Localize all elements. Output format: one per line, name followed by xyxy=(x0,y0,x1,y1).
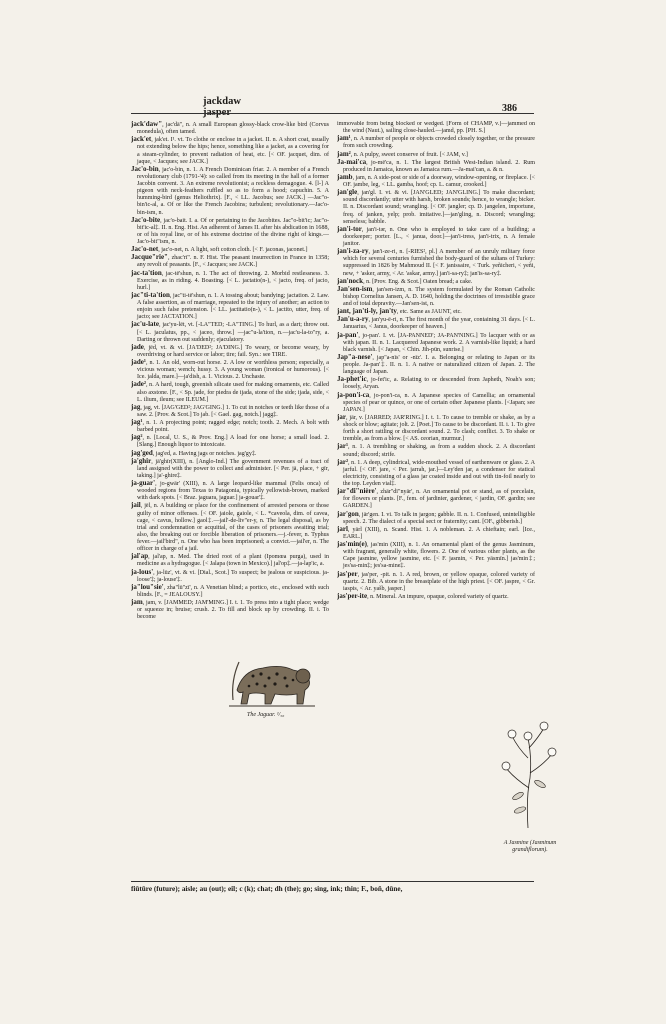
entry-definition: , jas'min (XIII), n. 1. An ornamental plant of the genus Jasminum, with fragrant, generally white, flowers. 2. One of various other plants, as the Cape jasmine, yellow jasmine, etc. [< F. jasmin, < Per. yāsmīn.] jas'min‡; jes'sa-min‡; jes'sa-mine‡. xyxy=(343,542,535,570)
entry-definition: , zhār"dī"nyār', n. An ornamental pot or stand, as of porcelain, for flowers or plants. [F., fem. of jardinier, gardener, < jardin, OF. gardin; see GARDEN.] xyxy=(343,489,535,510)
entry-headword: jag² xyxy=(131,433,143,442)
entry-headword: jac-ta'tion xyxy=(131,268,162,277)
entry-definition: , jap"a-nīs' or -nīz'. I. a. Belonging or relating to Japan or its people. Ja-pan'‡. II. n. 1. A native or naturalized citizen of Japan. 2. The language of Japan. xyxy=(343,354,535,376)
entry-definition: , jam, v. [JAMMED; JAM'MING.] I. t. 1. To press into a tight place; wedge or squeeze in; bruise; crush. 2. To fill and block up by crowding. II. i. To become xyxy=(137,600,329,621)
entry-definition: , jas'per, -pit. n. 1. A red, brown, or yellow opaque, colored variety of quartz. 2. Bib. A stone in the breastplate of the high priest. [< OF. jaspre, < Gr. iaspis, < Ar. yašb, jasper.] xyxy=(343,571,535,592)
entry-headword: ja-pan' xyxy=(337,330,359,339)
pronunciation-key: fiūtūre (future); aisle; au (out); eil; c (k); chat; dh (the); go; sing, ink; thin; F., boñ, dūne, xyxy=(131,885,403,893)
dictionary-entry xyxy=(131,569,329,584)
jasmine-caption: A Jasmine (Jasminum grandiflorum). xyxy=(503,840,557,853)
entry-headword: jag'ged xyxy=(131,448,153,457)
entry-definition: , jo-fet'ic, a. Relating to or descended from Japheth, Noah's son; loosely, Aryan. xyxy=(343,377,535,391)
dictionary-entry xyxy=(337,121,535,135)
entry-definition: , jēd, vt. & vi. [JA'DED²; JA'DING.] To weary, or become weary, by overdriving or hard service or labor; tire; fail. Syn.: see TIRE. xyxy=(137,344,329,358)
entry-headword: jade² xyxy=(131,380,146,389)
entry-headword: jan'i-tor xyxy=(337,224,362,233)
entry-definition: , jac"ti-tē'shun, n. 1. A tossing about; bandying; jactation. 2. Law. A false assertion, as of marriage, repeated to the injury of another; an action to enjoin such false pretension. [< LL. jactitatio(n-), < L. jactito, utter, freq. of jacto; see JACTATION.] xyxy=(137,292,329,321)
dictionary-entry xyxy=(337,174,535,189)
entry-definition: , jo-gwār' (XIII), n. A large leopard-like mammal (Felis onca) of wooded regions from Texas to Patagonia, typically yellowish-brown, marked with dark spots. [< Braz. jaguara, jaguar.] ja-gouar'‡. xyxy=(137,481,329,502)
entry-definition: , n. 1. A projecting point; ragged edge; notch; tooth. 2. Mech. A bolt with barbed point. xyxy=(137,420,329,434)
entry-headword: jan'i-za-ry xyxy=(337,247,369,256)
entry-definition: , yārl (XIII), n. Scand. Hist. 1. A nobleman. 2. A chieftain; earl. [Ice., EARL.] xyxy=(343,526,535,540)
dictionary-entry xyxy=(131,404,329,419)
entry-headword: Ja-phet'ic xyxy=(337,375,367,384)
entry-definition: , jo-pan'. I. vt. [JA-PANNED'; JA-PAN'NING.] To lacquer with or as with japan. II. n. 1. Lacquered Japanese work. 2. A varnish-like liquid; a hard black varnish. [< Japan, < Chin. Jih-pün, sunrise.] xyxy=(343,332,535,353)
entry-definition: , jal'ap, n. Med. The dried root of a plant (Ipomœa purga), used in medicine as a hydragogue. [< Jalapa (town in Mexico).] jal'op‡.—ja-lap'ic, a. xyxy=(137,554,329,568)
dictionary-entry xyxy=(131,136,329,166)
entry-headword: jant, jan'ti-ly, jan'ty xyxy=(337,307,397,316)
entry-definition: , n. 1. A deep, cylindrical, wide-mouthed vessel of earthenware or glass. 2. A jarful. [< OF. jare, < Per. jarrah, jar.]—Ley'den jar, a condenser for statical electricity, consisting of a glass jar coated inside and out with tin-foil nearly to the top. Leyden vial‡. xyxy=(343,459,535,487)
entry-headword: ja'ghir xyxy=(131,456,152,465)
entry-headword: jam¹ xyxy=(337,134,351,143)
jaguar-caption: The Jaguar. ¹/₅₆ xyxy=(247,712,285,718)
guide-word-last: jasper xyxy=(203,107,231,118)
bottom-rule xyxy=(131,881,534,882)
entry-headword: Jan'sen-ism xyxy=(337,284,373,293)
entry-definition: , jo-mē'ca, n. 1. The largest British West-Indian island. 2. Rum produced in Jamaica, known as Jamaica rum.—Ja-mai'can, a. & n. xyxy=(343,159,535,173)
dictionary-entry xyxy=(337,571,535,593)
entry-definition: , jac'o-bin, n. 1. A French Dominican friar. 2. A member of a French revolutionary club (1791-'4): so called from its meeting in the hall of a former Jacobin convent. 3. An extreme revolutionist; a reckless demagogue. 4. [l-] A pigeon with neck-feathers ruffled so as to form a hood; capuchin. 5. A humming-bird (genus Heliothrix). [F., < LL. Jacobus; see JACK.] —Jac"o-bin'ic-al, a. Of or like the French Jacobins; turbulent; revolutionary.—Jac'o-bin-ism, n. xyxy=(137,166,329,216)
dictionary-entry xyxy=(131,553,329,568)
dictionary-entry xyxy=(337,541,535,571)
dictionary-entry xyxy=(337,316,535,331)
entry-definition: , zha"lū"zī', n. A Venetian blind; a portico, etc., enclosed with such blinds. [F., = JEALOUSY.] xyxy=(137,584,329,598)
dictionary-entry xyxy=(131,166,329,217)
jaguar-illustration xyxy=(229,650,315,708)
entry-definition: , jan'i-tər, n. One who is employed to take care of a building; a doorkeeper; porter. [L., < janua, door.]—jan'i-tress, jan'i-trix, n. A female janitor. xyxy=(343,226,535,247)
left-column xyxy=(131,121,329,876)
dictionary-entry xyxy=(337,159,535,174)
entry-headword: jas'per-ite xyxy=(337,591,368,600)
entry-headword: jail xyxy=(131,501,141,510)
entry-definition: , n. A hard, tough, greenish silicate used for making ornaments, etc. Called also axstone. [F., < Sp. jade, for piedra de ijada, stone of the side; ijada, side, < L. ilium, ileum; see ILEUM.] xyxy=(137,382,329,403)
dictionary-entry xyxy=(131,359,329,381)
dictionary-entry xyxy=(131,480,329,502)
dictionary-entry xyxy=(337,248,535,278)
entry-definition: , jār'gen. I. vi. To talk in jargon; gabble. II. n. 1. Confused, unintelligible speech. 2. The dialect of a special sect or fraternity; cant. [OF., gibberish.] xyxy=(343,511,535,525)
entry-headword: Jac'o-bite xyxy=(131,215,161,224)
dictionary-entry xyxy=(131,121,329,136)
dictionary-entry xyxy=(131,599,329,621)
dictionary-entry xyxy=(337,189,535,226)
dictionary-entry xyxy=(337,286,535,308)
entry-definition: , n. [Local, U. S., & Prov. Eng.] A load for one horse; a small load. 2. [Slang.] Enough liquor to intoxicate. xyxy=(137,435,329,449)
entry-headword: Jan'u-a-ry xyxy=(337,315,369,324)
entry-headword: jarl xyxy=(337,524,348,533)
entry-definition: , jan'gl. I. vt. & vi. [JAN'GLED; JAN'GLING.] To make discordant; sound discordantly; utter with harsh, broken sounds; hence, to wrangle; bicker. II. n. Discordant sound; wrangling. [< OF. jangler; cp. D. jangelen, importune, freq. of janken, yelp; prob. imitative.]—jan'gling, n. Discord; wrangling; senseless; babble. xyxy=(343,190,535,225)
entry-definition: , jan'i-ze-ri, n. [-RIES², pl.] A member of an unruly military force which for several centuries furnished the body-guard of the sultans of Turkey: suppressed in 1826 by Mahmoud II. [< F. janissaire, < Turk. yeñicheri, < yeñi, new, + 'asker, army, < Ar. 'askar, army.] jan'i-sa-ry‡; jan'is-sa-ry‡. xyxy=(343,249,535,277)
top-rule xyxy=(131,113,534,114)
entry-headword: jam² xyxy=(337,149,351,158)
entry-headword: jar xyxy=(337,412,346,421)
entry-headword: ja-guar' xyxy=(131,479,156,487)
entry-headword: jag¹ xyxy=(131,418,143,426)
entry-definition: , ja-lūz', vt. & vi. [Dial., Scot.] To suspect; be jealous or suspicious. ja-loose'‡; ja-louse'‡. xyxy=(137,569,329,583)
entry-headword: Jac'o-net xyxy=(131,245,159,254)
entry-definition: , n. 1. A trembling or shaking, as from a sudden shock. 2. A discordant sound; discord; strife. xyxy=(343,444,535,458)
dictionary-entry xyxy=(131,434,329,449)
dictionary-entry xyxy=(131,450,329,458)
guide-word-first: jackdaw xyxy=(203,96,241,107)
entry-definition: , jag'ed, a. Having jags or notches. jag'gy‡. xyxy=(152,450,257,457)
entry-definition: , n. [Prov. Eng. & Scot.] Oaten bread; a cake. xyxy=(363,278,473,285)
dictionary-entry xyxy=(131,321,329,343)
entry-definition: , jam, n. A side-post or side of a doorway, window-opening, or fireplace. [< OF. jambe, leg, < LL. gamba, hoof; cp. L. camur, crooked.] xyxy=(343,174,535,188)
entry-headword: Jacque"rie" xyxy=(131,253,168,262)
dictionary-entry xyxy=(131,381,329,403)
dictionary-entry xyxy=(337,459,535,489)
entry-headword: jar'gon xyxy=(337,509,359,518)
dictionary-entry xyxy=(131,584,329,599)
dictionary-entry xyxy=(337,593,535,601)
dictionary-entry xyxy=(131,270,329,292)
dictionary-entry xyxy=(131,502,329,553)
dictionary-entry xyxy=(131,458,329,480)
dictionary-entry xyxy=(337,354,535,376)
page-number: 386 xyxy=(502,103,517,114)
entry-headword: jan'nock xyxy=(337,276,364,285)
entry-definition: , n. 1. An old, worn-out horse. 2. A low or worthless person; especially, a vicious woman; wench; hussy. 3. A young woman (ironical or humorous). [< Ice. jalda, mare.]—ja'dish, a. 1. Vicious. 2. Unchaste. xyxy=(137,360,329,381)
entry-headword: jade¹ xyxy=(131,358,146,366)
entry-definition: , jag, vt. [JAG'GED²; JAG'GING.] 1. To cut in notches or teeth like those of a saw. 2. [Prov. & Scot.] To jab. [< Gael. gag, notch.] jagg‡. xyxy=(137,404,329,418)
entry-headword: ja-pon'i-ca xyxy=(337,390,370,399)
entry-headword: jar"di"nière' xyxy=(337,487,377,496)
entry-headword: jar² xyxy=(337,457,349,466)
entry-headword: Ja-mai'ca xyxy=(337,157,367,166)
entry-definition: , jēl, n. A building or place for the confinement of arrested persons or those guilty of minor offenses. [< OF. jaiole, gaiole, < L. *caveola, dim. of cavea, cage, < cavus, hollow.] gaol‡.—jail'-de-liv"er-y, n. The legal disposal, as by trial and condemnation or acquittal, of the cases of prisoners awaiting trial; also, the breaking out or forcible liberation of prisoners.—j.-fever, n. Typhus fever.—jail'bird", n. One who has been imprisoned; a convict.—jail'er, n. The officer in charge of a jail. xyxy=(137,503,329,553)
entry-definition: , n. Mineral. An impure, opaque, colored variety of quartz. xyxy=(367,593,509,600)
entry-headword: jam xyxy=(131,598,143,606)
entry-definition: , zhac'rī". n. F. Hist. The peasant insurrection in France in 1358; any revolt of peasants. [F., < Jacques; see JACK.] xyxy=(137,255,329,269)
dictionary-entry xyxy=(337,151,535,159)
entry-headword: jac"ti-ta'tion xyxy=(131,290,170,299)
dictionary-entry xyxy=(337,392,535,414)
entry-definition: , jac'yu-lēt, vt. [-LA"TED; -LA"TING.] To hurl, as a dart; throw out. [< L. jaculatus, pp., < jaceo, throw.] —jac"u-la'tion, n.—jac'u-la-to"ry, a. Darting or thrown out suddenly; ejaculatory. xyxy=(137,322,329,343)
entry-headword: jas'per xyxy=(337,569,358,578)
entry-headword: ja-lous' xyxy=(131,567,154,576)
entry-definition: , jan'yu-ē-ri, n. The first month of the year, containing 31 days. [< L. Januarius, < Janus, doorkeeper of heaven.] xyxy=(343,317,535,331)
entry-headword: ja"lou"sie' xyxy=(131,582,164,591)
dictionary-entry xyxy=(131,344,329,359)
entry-headword: jan'gle xyxy=(337,188,358,197)
entry-definition: , jo-pon'i-ca, n. A Japanese species of Camellia; an ornamental species of pear or quince, or one of certain other Japanese plants. [<Japan; see JAPAN.] xyxy=(343,392,535,413)
entry-headword: Jap"a-nese' xyxy=(337,352,373,361)
dictionary-entry xyxy=(131,217,329,247)
entry-headword: jal'ap xyxy=(131,552,149,561)
entry-definition: , jā'ghīr(XIII), n. [Anglo-Ind.] The government revenues of a tract of land assigned with the power to collect and administer. [< Per. jā, place, + gīr, taking.] ja'-ghire‡. xyxy=(137,458,329,479)
entry-definition: , jan'sen-izm, n. The system formulated by the Roman Catholic bishop Cornelius Jansen, A. D. 1640, holding the doctrines of irresistible grace and of total depravity.—Jan'sen-ist, n. xyxy=(343,286,535,307)
entry-headword: jag xyxy=(131,402,141,411)
entry-headword: jac'u-late xyxy=(131,320,159,329)
entry-headword: Jac'o-bin xyxy=(131,164,159,173)
entry-definition: , jac-tē'shun, n. 1. The act of throwing. 2. Morbid restlessness. 3. Exercise, as in riding. 4. Boasting. [< L. jactatio(n-), < jacto, freq. of jacio, hurl.] xyxy=(137,270,329,291)
dictionary-entry xyxy=(131,419,329,434)
entry-headword: jack'daw" xyxy=(131,121,163,128)
dictionary-entry xyxy=(337,443,535,458)
entry-definition: , n. A number of people or objects crowded closely together, or the pressure from such crowding. xyxy=(343,136,535,150)
entry-definition: , jak'et. I¹. vt. To clothe or enclose in a jacket. II. n. A short coat, usually not extending below the hips; hence, something like a jacket, as a covering for a steam-cylinder, to prevent radiation of heat, etc. [< OF. jacquet, dim. of jaque, < Jacques; see JACK.] xyxy=(137,137,329,165)
entry-definition: immovable from being blocked or wedged. [Form of CHAMP, v.]—jammed on the wind (Naut.), sailing close-hauled.—jamd, pp. [PH. S.] xyxy=(337,121,535,135)
dictionary-entry xyxy=(337,526,535,541)
dictionary-entry xyxy=(337,488,535,510)
entry-definition: , jār, v. [JARRED; JAR'RING.] I. t. 1. To cause to tremble or shake, as by a shock or blow; agitate; jolt. 2. [Poet.] To cause to be discordant. II. i. 1. To give forth a short rattling or discordant sound. 2. To clash; conflict. 3. To shake or tremble, as from a blow. [< AS. ceorian, murmur.] xyxy=(343,414,535,443)
entry-definition: , n. A pulpy, sweet conserve of fruit. [< JAM, v.] xyxy=(350,151,468,158)
guide-words xyxy=(203,96,241,118)
dictionary-entry xyxy=(337,511,535,526)
dictionary-entry xyxy=(131,292,329,322)
jasmine-illustration xyxy=(498,718,558,828)
entry-headword: jar¹ xyxy=(337,442,349,451)
dictionary-entry xyxy=(337,135,535,150)
entry-definition: , jac'o-bait. I. a. Of or pertaining to the Jacobites. Jac"o-bit'ic; Jac"o-bit'ic-al‡. II. n. Eng. Hist. An adherent of James II. after his abdication in 1688, or of his royal line, or of his extreme doctrine of the divine right of kings.—Jac'o-bit"ism, n. xyxy=(137,217,329,245)
dictionary-entry xyxy=(337,332,535,354)
dictionary-entry xyxy=(337,226,535,248)
entry-definition: , etc. Same as JAUNT, etc. xyxy=(396,309,462,316)
entry-headword: jack'et xyxy=(131,135,152,144)
entry-headword: jade xyxy=(131,342,144,351)
entry-headword: jamb xyxy=(337,172,353,181)
dictionary-entry xyxy=(337,414,535,444)
dictionary-entry xyxy=(337,376,535,391)
entry-headword: jas'min(e) xyxy=(337,540,367,548)
entry-definition: , jac'o-net, n. A light, soft cotton cloth. [< F. jaconas, jaconet.] xyxy=(158,247,308,254)
dictionary-entry xyxy=(131,254,329,269)
entry-definition: , jac'dā", n. A small European glossy-black crow-like bird (Corvus monedula), often tamed. xyxy=(137,122,329,136)
